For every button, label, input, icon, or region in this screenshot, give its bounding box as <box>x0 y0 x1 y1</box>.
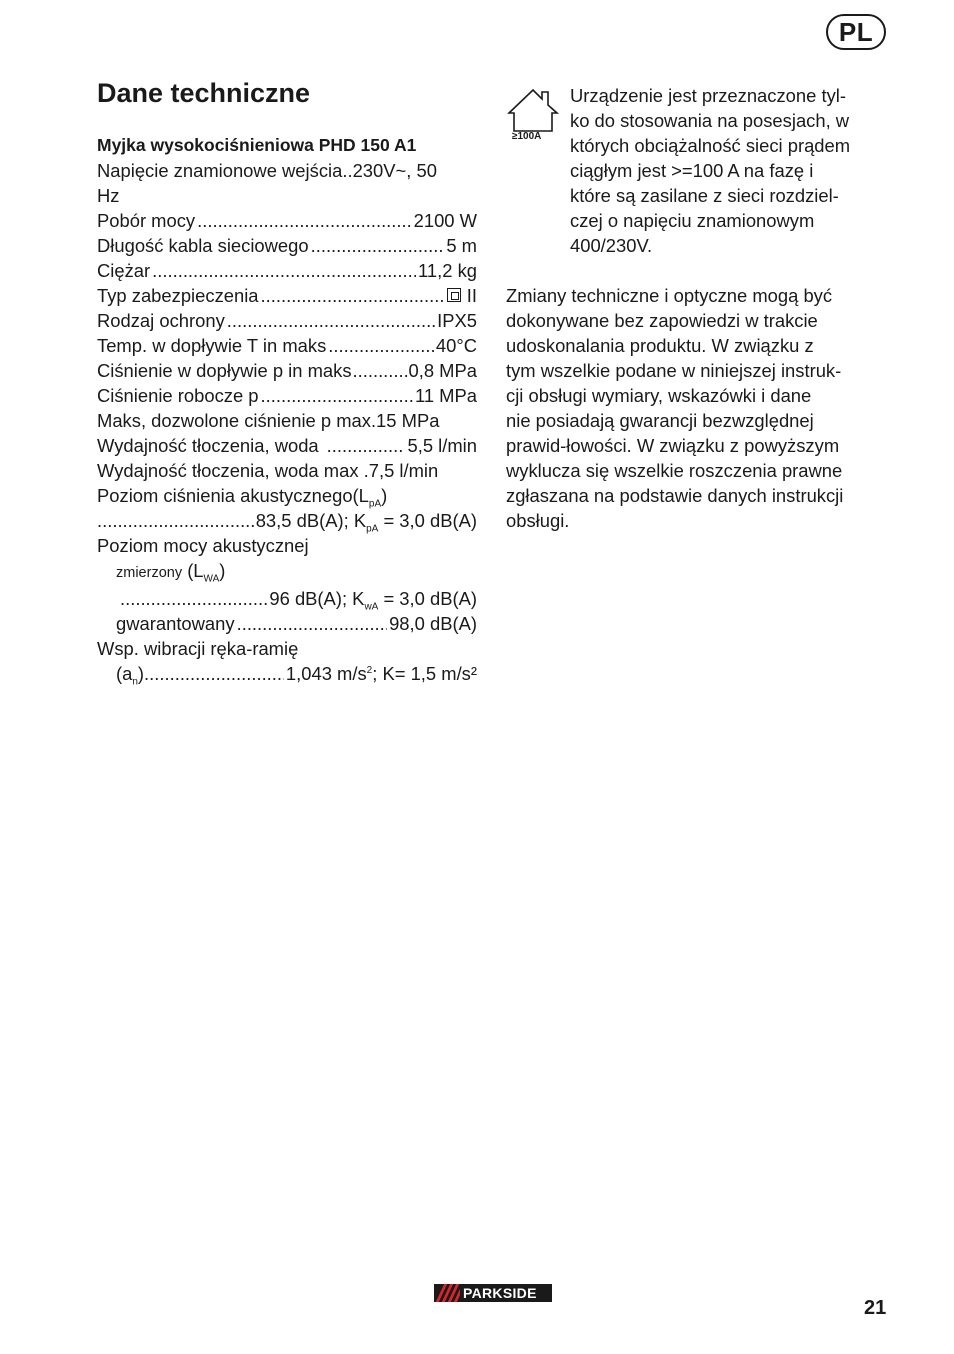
grid-note-text <box>570 83 888 258</box>
spec-row-sound-power-guaranteed <box>97 611 477 636</box>
spec-bracket: ) <box>137 663 145 684</box>
spec-row-sound-power-measured-value <box>97 586 477 611</box>
spec-label: Poziom ciśnienia akustycznego(L <box>97 485 369 506</box>
spec-value <box>269 586 477 611</box>
spec-superscript: 2 <box>366 664 373 676</box>
spec-value-cont: Hz <box>97 185 120 206</box>
spec-label: Długość kabla sieciowego <box>97 235 309 256</box>
grid-note-line: ko do stosowania na posesjach, w <box>570 110 850 131</box>
spec-row-sound-pressure-value <box>97 508 477 533</box>
spec-value: IPX5 <box>437 310 477 331</box>
leader-dots <box>327 433 406 458</box>
leader-dots <box>328 333 434 358</box>
spec-value: 2100 W <box>413 210 477 231</box>
spec-bracket: ) <box>381 485 388 506</box>
spec-value <box>256 508 477 533</box>
spec-row-weight <box>97 258 477 283</box>
spec-symbol-main: (a <box>116 663 133 684</box>
spec-row-sound-power-label <box>97 533 477 558</box>
disclaimer-line: obsługi. <box>506 510 570 531</box>
page-title: Dane techniczne <box>97 78 311 108</box>
spec-label: Wydajność tłoczenia, woda <box>97 435 319 456</box>
spec-value: 0,8 MPa <box>408 360 477 381</box>
spec-row-power <box>97 208 477 233</box>
disclaimer-line: nie posiadają gwarancji bezwzględnej <box>506 410 814 431</box>
parkside-logo <box>434 1284 552 1302</box>
leader-dots <box>144 661 284 686</box>
spec-row-cable <box>97 233 477 258</box>
spec-subscript: pA <box>366 523 379 535</box>
spec-value <box>286 661 477 686</box>
spec-label: gwarantowany <box>116 613 235 634</box>
spec-value: 11 MPa <box>414 385 477 406</box>
protection-class-ii-icon <box>447 288 461 302</box>
spec-value-k: = 3,0 dB(A) <box>378 510 477 531</box>
spec-row-flow-max <box>97 458 477 483</box>
spec-text: Wydajność tłoczenia, woda max .7,5 l/min <box>97 460 439 481</box>
spec-subscript: WA <box>203 573 220 585</box>
leader-dots <box>237 611 387 636</box>
spec-row-protection-type <box>97 283 477 308</box>
spec-bracket: ) <box>219 560 226 581</box>
logo-brand-text: PARKSIDE <box>463 1285 537 1301</box>
leader-dots <box>152 258 416 283</box>
disclaimer-text <box>506 283 888 533</box>
spec-row-vibration-value <box>97 661 477 686</box>
leader-dots <box>353 358 408 383</box>
spec-value: 40°C <box>435 335 477 356</box>
page-number: 21 <box>864 1297 887 1319</box>
disclaimer-line: Zmiany techniczne i optyczne mogą być <box>506 285 833 306</box>
spec-value: 5 m <box>446 235 477 256</box>
language-badge: PL <box>826 14 886 50</box>
spec-row-inlet-pressure <box>97 358 477 383</box>
spec-label: Ciśnienie w dopływie p in maks <box>97 360 352 381</box>
disclaimer-line: udoskonalania produktu. W związku z <box>506 335 814 356</box>
disclaimer-line: tym wszelkie podane w niniejszej instruk- <box>506 360 842 381</box>
leader-dots <box>311 233 445 258</box>
leader-dots <box>227 308 435 333</box>
spec-label: Rodzaj ochrony <box>97 310 225 331</box>
spec-row-inlet-temp <box>97 333 477 358</box>
grid-note-line: Urządzenie jest przeznaczone tyl- <box>570 85 846 106</box>
spec-value-k: ; K= 1,5 m/s² <box>372 663 477 684</box>
spec-label: Napięcie znamionowe wejścia.. <box>97 160 353 181</box>
spec-symbol <box>116 661 144 686</box>
disclaimer-line: prawid-łowości. W związku z powyższym <box>506 435 840 456</box>
spec-value-main: 83,5 dB(A); K <box>255 510 367 531</box>
spec-label: Temp. w dopływie T in maks <box>97 335 327 356</box>
spec-row-max-pressure <box>97 408 477 433</box>
spec-value-k: = 3,0 dB(A) <box>378 588 477 609</box>
spec-sublabel: zmierzony <box>116 565 183 581</box>
spec-row-protection-class <box>97 308 477 333</box>
grid-note-line: 400/230V. <box>570 235 653 256</box>
spec-value: 11,2 kg <box>418 260 477 281</box>
spec-label: Pobór mocy <box>97 210 196 231</box>
spec-value: 230V~, 50 <box>352 160 437 181</box>
spec-value-main: 1,043 m/s <box>285 663 367 684</box>
spec-row-voltage-cont <box>97 183 477 208</box>
spec-subscript: pA <box>368 498 382 510</box>
logo-stripes-icon <box>434 1284 460 1302</box>
technical-specs <box>97 133 477 686</box>
spec-subscript: n <box>132 676 138 688</box>
spec-symbol: (L <box>182 560 204 581</box>
spec-row-sound-power-measured-label <box>97 558 477 586</box>
spec-row-sound-pressure-label <box>97 483 477 508</box>
spec-label: Ciśnienie robocze p <box>97 385 259 406</box>
disclaimer-line: zgłaszana na podstawie danych instrukcji <box>506 485 844 506</box>
grid-note-line: które są zasilane z sieci rozdziel- <box>570 185 839 206</box>
leader-dots <box>97 508 254 533</box>
leader-dots <box>261 383 413 408</box>
spec-label: Typ zabezpieczenia <box>97 285 259 306</box>
leader-dots <box>197 208 411 233</box>
spec-value-main: 96 dB(A); K <box>269 588 365 609</box>
grid-note-line: których obciążalność sieci prądem <box>570 135 851 156</box>
leader-dots <box>261 283 445 308</box>
spec-text: Maks, dozwolone ciśnienie p max.15 MPa <box>97 410 440 431</box>
disclaimer-line: wyklucza się wszelkie roszczenia prawne <box>506 460 843 481</box>
spec-value: II <box>466 285 477 306</box>
grid-note-line: czej o napięciu znamionowym <box>570 210 815 231</box>
spec-label: Wsp. wibracji ręka-ramię <box>97 638 299 659</box>
disclaimer-line: dokonywane bez zapowiedzi w trakcie <box>506 310 818 331</box>
disclaimer-line: cji obsługi wymiary, wskazówki i dane <box>506 385 812 406</box>
house-icon-label: ≥100A <box>512 131 542 142</box>
spec-label: Poziom mocy akustycznej <box>97 535 309 556</box>
spec-row-vibration-label <box>97 636 477 661</box>
spec-row-flow <box>97 433 477 458</box>
spec-subscript: wA <box>364 601 379 613</box>
spec-value: 5,5 l/min <box>407 435 477 456</box>
spec-label: Ciężar <box>97 260 151 281</box>
product-name: Myjka wysokociśnieniowa PHD 150 A1 <box>97 135 417 155</box>
spec-row-working-pressure <box>97 383 477 408</box>
spec-value: 98,0 dB(A) <box>389 613 477 634</box>
grid-note-line: ciągłym jest >=100 A na fazę i <box>570 160 814 181</box>
leader-dots <box>120 586 267 611</box>
spec-row-voltage <box>97 158 477 183</box>
